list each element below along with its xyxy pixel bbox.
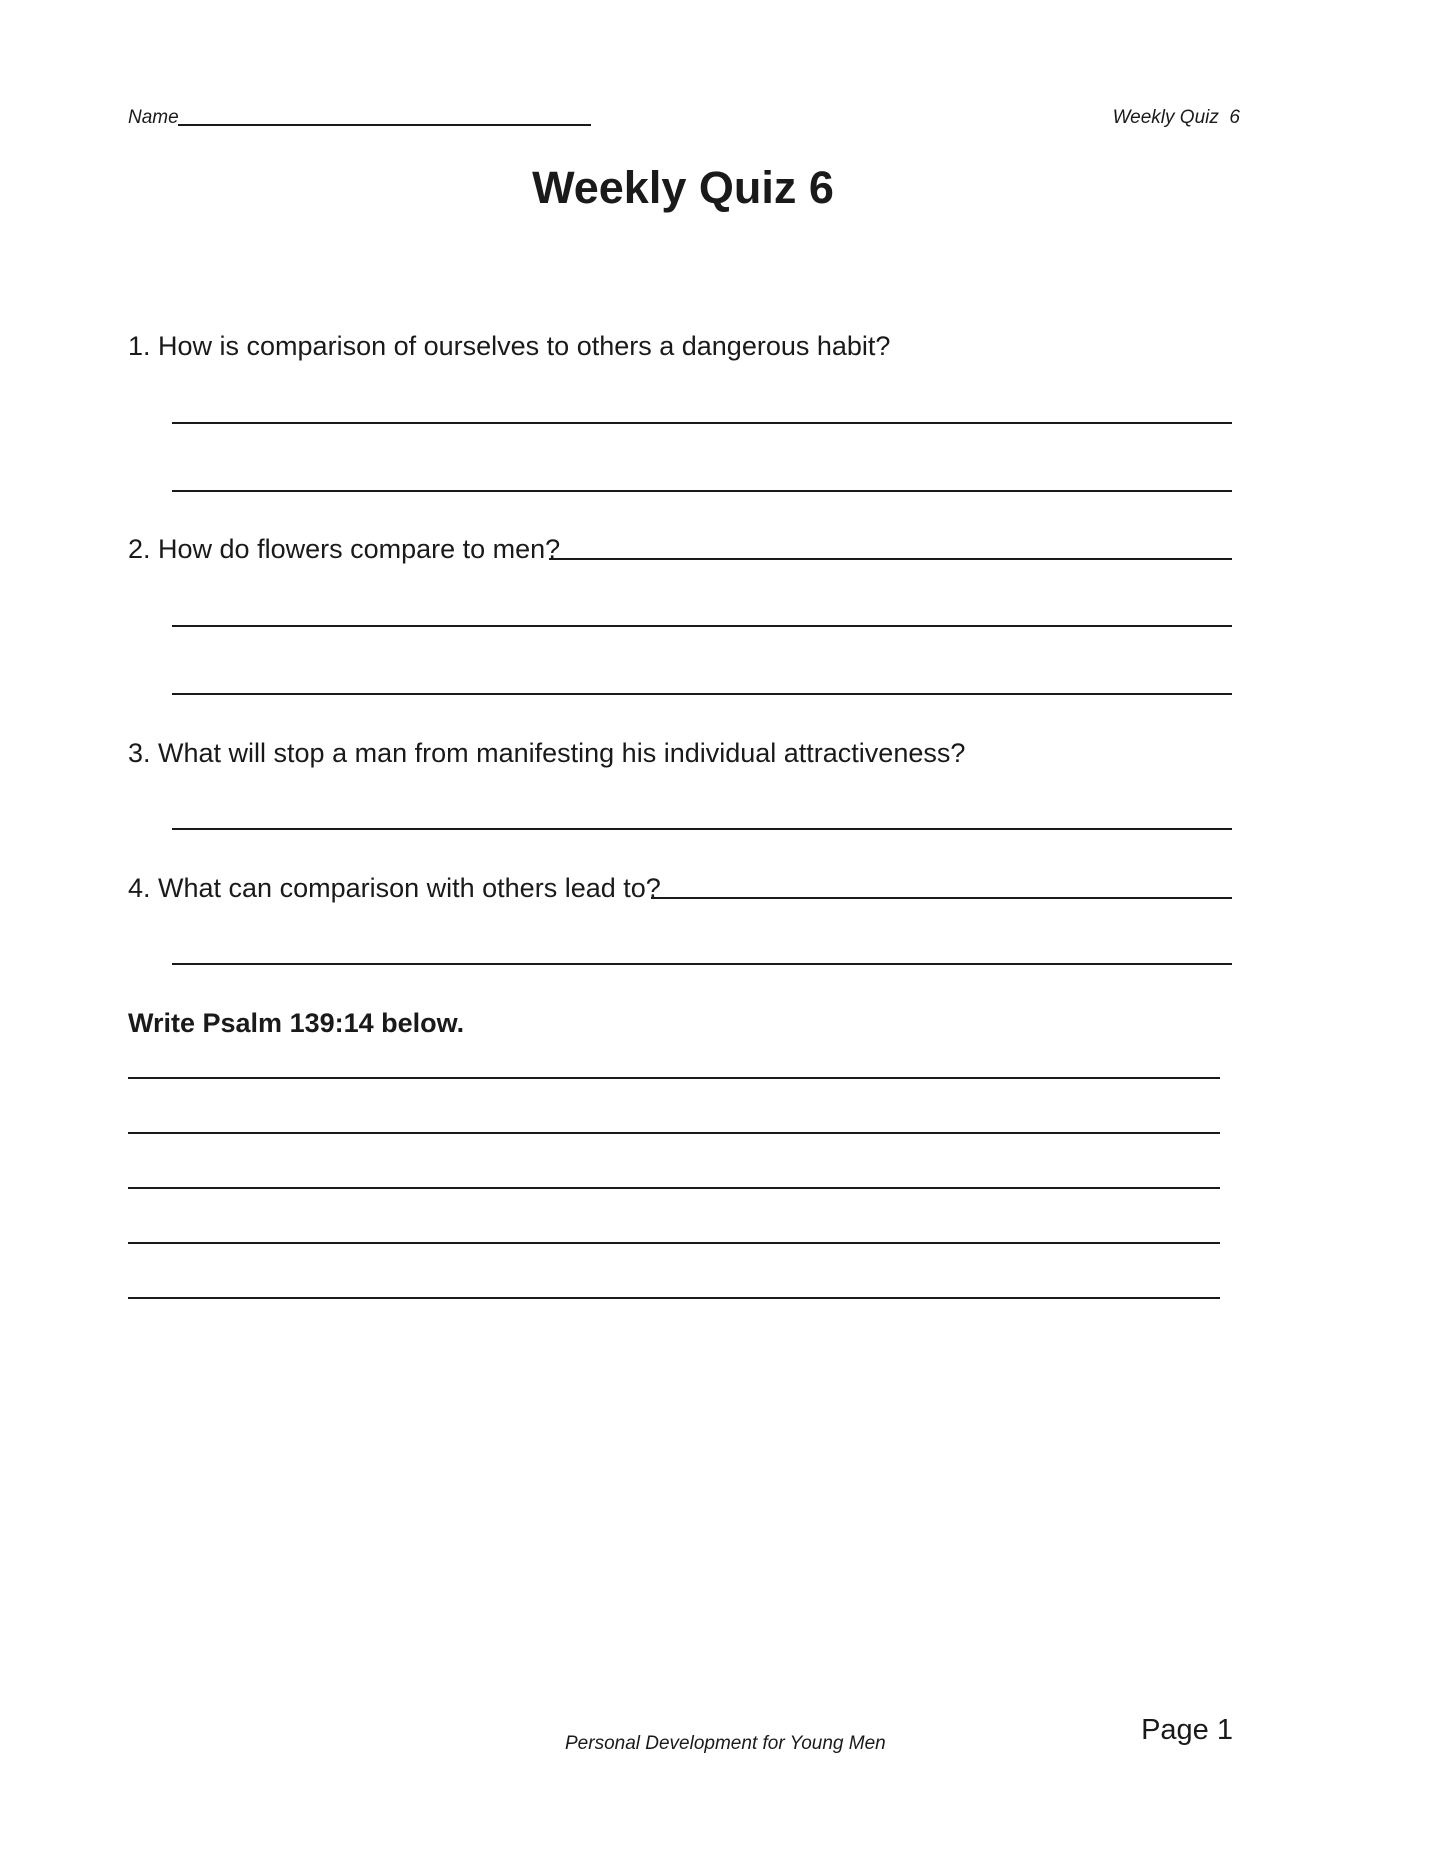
psalm-heading: Write Psalm 139:14 below. (128, 1008, 465, 1038)
answer-line-q2-2[interactable] (172, 693, 1232, 695)
name-label: Name (128, 107, 179, 128)
psalm-line-4[interactable] (128, 1242, 1220, 1244)
answer-line-q3-1[interactable] (172, 828, 1232, 830)
footer-book-title: Personal Development for Young Men (565, 1733, 886, 1754)
psalm-line-1[interactable] (128, 1077, 1220, 1079)
answer-line-q4-inline[interactable] (651, 897, 1232, 899)
psalm-line-2[interactable] (128, 1132, 1220, 1134)
psalm-line-5[interactable] (128, 1297, 1220, 1299)
question-1: 1. How is comparison of ourselves to others a dangerous habit? (128, 331, 891, 361)
psalm-line-3[interactable] (128, 1187, 1220, 1189)
answer-line-q1-2[interactable] (172, 490, 1232, 492)
question-4: 4. What can comparison with others lead to? (128, 873, 661, 903)
answer-line-q4-1[interactable] (172, 963, 1232, 965)
name-answer-line[interactable] (178, 124, 591, 126)
answer-line-q2-inline[interactable] (549, 558, 1232, 560)
answer-line-q2-1[interactable] (172, 625, 1232, 627)
question-3: 3. What will stop a man from manifesting his individual attractiveness? (128, 738, 966, 768)
page-number: Page 1 (1141, 1714, 1233, 1746)
question-2: 2. How do flowers compare to men? (128, 534, 561, 564)
answer-line-q1-1[interactable] (172, 422, 1232, 424)
quiz-reference: Weekly Quiz 6 (1112, 107, 1240, 128)
page-title: Weekly Quiz 6 (532, 162, 834, 213)
